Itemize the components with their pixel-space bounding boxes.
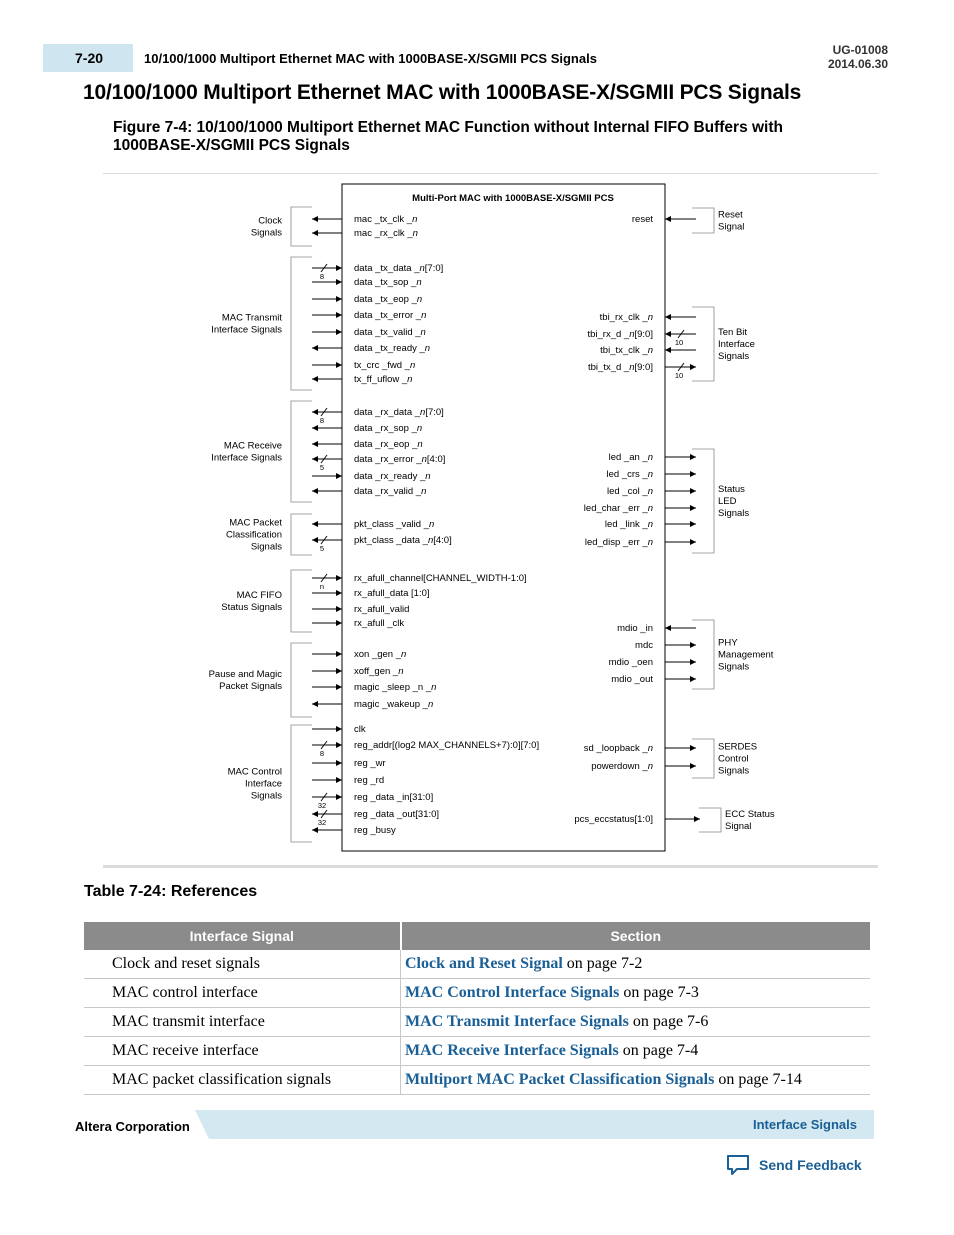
signal-label: data _rx_error _n[4:0] — [354, 454, 446, 465]
group-label-mac-transmit: MAC Transmit — [221, 312, 282, 324]
signal-arrow-head — [336, 606, 342, 612]
signal-arrow-head — [312, 425, 318, 431]
section-cell — [401, 1037, 871, 1066]
group-label-ecc-status: Signal — [725, 821, 752, 832]
bracket-reset — [692, 208, 714, 233]
group-label-serdes-control: Control — [718, 753, 749, 765]
group-label-reset: Reset — [718, 209, 743, 221]
signal-label: data _tx_eop _n — [354, 294, 423, 305]
signal-arrow-head — [336, 684, 342, 690]
group-label-ecc-status: ECC Status — [725, 809, 775, 820]
bracket-clock — [291, 207, 312, 246]
signal-label: tbi_tx_d _n[9:0] — [588, 362, 653, 373]
signal-label: reg _rd — [354, 775, 385, 786]
signal-label: led _col _n — [607, 486, 653, 497]
bus-width: 8 — [319, 416, 325, 425]
signal-label: data _rx_eop _n — [354, 439, 423, 450]
group-label-mac-control: MAC Control — [227, 766, 282, 778]
signal-arrow-head — [312, 409, 318, 415]
signal-arrow-head — [336, 794, 342, 800]
signal-label: mac _tx_clk _n — [354, 214, 418, 225]
signal-label: mdio _out — [611, 674, 653, 685]
signal-arrow-head — [336, 362, 342, 368]
group-label-status-led: Signals — [718, 508, 750, 519]
signal-label: data _tx_ready _n — [354, 343, 431, 354]
signal-label: tbi_tx_clk _n — [600, 345, 653, 356]
group-label-status-led: LED — [718, 496, 737, 507]
signal-arrow-head — [690, 659, 696, 665]
page-number: 7-20 — [75, 50, 104, 66]
figure-caption: Figure 7-4: 10/100/1000 Multiport Ethernet MAC Function without Internal FIFO Buffers with 1000BASE-X/SGMII PCS Signals — [113, 119, 783, 154]
section-cell — [401, 1008, 871, 1037]
section-link[interactable]: MAC Control Interface Signals — [405, 984, 620, 1001]
group-label-phy-management: Signals — [718, 661, 750, 673]
signal-arrow-head — [690, 454, 696, 460]
section-link[interactable]: MAC Receive Interface Signals — [405, 1042, 619, 1059]
running-title: 10/100/1000 Multiport Ethernet MAC with 1000BASE-X/SGMII PCS Signals — [144, 51, 597, 66]
bus-width: 5 — [319, 544, 325, 553]
signal-arrow-head — [336, 329, 342, 335]
group-label-clock: Signals — [250, 227, 282, 239]
signal-arrow-head — [690, 745, 696, 751]
signal-label: mac _rx_clk _n — [354, 228, 418, 239]
signal-arrow-head — [336, 742, 342, 748]
table-row — [84, 1066, 870, 1095]
bus-width: 32 — [317, 818, 327, 827]
group-label-ten-bit: Interface — [718, 339, 755, 350]
doc-date: 2014.06.30 — [827, 57, 888, 71]
signal-arrow-head — [336, 760, 342, 766]
signal-label: led _link _n — [604, 519, 653, 530]
signal-label: data _tx_valid _n — [354, 327, 426, 338]
signal-label: pcs_eccstatus[1:0] — [574, 814, 653, 825]
signal-arrow-head — [336, 668, 342, 674]
bracket-mac-transmit — [291, 257, 312, 390]
table-row — [84, 1008, 870, 1037]
signal-arrow-head — [336, 279, 342, 285]
signal-label: led_char _err _n — [583, 503, 653, 514]
signal-label: data _tx_error _n — [354, 310, 427, 321]
page-reference: on page 7-14 — [714, 1071, 802, 1088]
signal-label: mdc — [635, 640, 653, 651]
section-link[interactable]: MAC Transmit Interface Signals — [405, 1013, 629, 1030]
signal-label: data _rx_valid _n — [354, 486, 427, 497]
bracket-ecc-status — [699, 808, 721, 832]
send-feedback-button[interactable] — [726, 1153, 862, 1177]
signal-label: rx_afull _clk — [354, 618, 405, 629]
bracket-mac-control — [291, 725, 312, 842]
signal-arrow-head — [336, 312, 342, 318]
signal-arrow-head — [690, 505, 696, 511]
signal-label: sd _loopback _n — [583, 743, 653, 754]
signal-label: data _rx_sop _n — [354, 423, 423, 434]
signal-label: data _tx_sop _n — [354, 277, 422, 288]
signal-label: led _crs _n — [606, 469, 653, 480]
signal-arrow-head — [690, 364, 696, 370]
footer-section[interactable]: Interface Signals — [752, 1117, 857, 1132]
signal-arrow-head — [665, 625, 671, 631]
signal-arrow-head — [336, 620, 342, 626]
signal-arrow-head — [312, 827, 318, 833]
page-reference: on page 7-2 — [562, 955, 643, 972]
signal-arrow-head — [312, 441, 318, 447]
signal-arrow-head — [336, 265, 342, 271]
group-label-mac-packet: Classification — [226, 529, 282, 541]
signal-label: reg _busy — [354, 825, 396, 836]
group-label-clock: Clock — [258, 215, 282, 227]
group-label-mac-packet: Signals — [250, 541, 282, 553]
signal-arrow-head — [336, 651, 342, 657]
bracket-ten-bit — [692, 307, 714, 381]
signal-arrow-head — [690, 539, 696, 545]
signal-label: rx_afull_valid — [354, 604, 410, 615]
signal-label: reset — [631, 214, 653, 225]
page-reference: on page 7-6 — [628, 1013, 709, 1030]
signal-label: tx_ff_uflow _n — [354, 374, 413, 385]
signal-label: pkt_class _data _n[4:0] — [354, 535, 452, 546]
group-label-pause-magic: Packet Signals — [219, 681, 282, 692]
bus-width: n — [319, 582, 325, 591]
signal-arrow-head — [312, 216, 318, 222]
bracket-mac-fifo — [291, 570, 312, 632]
group-label-reset: Signal — [718, 221, 745, 233]
group-label-serdes-control: SERDES — [718, 741, 758, 753]
interface-signal-cell: MAC control interface — [84, 979, 401, 1008]
speech-bubble-icon — [726, 1154, 750, 1176]
signal-label: xon _gen _n — [354, 649, 407, 660]
bus-width: 10 — [674, 371, 684, 380]
group-label-ten-bit: Ten Bit — [718, 327, 748, 338]
group-label-phy-management: PHY — [718, 637, 738, 649]
bus-width: 8 — [319, 272, 325, 281]
references-table — [84, 922, 870, 1095]
page-reference: on page 7-4 — [618, 1042, 699, 1059]
signal-arrow-head — [312, 521, 318, 527]
signal-arrow-head — [690, 471, 696, 477]
signal-label: reg _wr — [354, 758, 386, 769]
signal-label: pkt_class _valid _n — [354, 519, 435, 530]
table-row — [84, 979, 870, 1008]
column-header-section: Section — [401, 922, 871, 950]
signal-arrow-head — [312, 701, 318, 707]
bracket-mac-packet — [291, 514, 312, 555]
table-row — [84, 1037, 870, 1066]
signal-arrow-head — [690, 488, 696, 494]
group-label-mac-control: Interface — [245, 778, 282, 790]
signal-arrow-head — [312, 376, 318, 382]
signal-arrow-head — [312, 230, 318, 236]
section-link[interactable]: Clock and Reset Signal — [405, 955, 563, 972]
bus-width: 8 — [319, 749, 325, 758]
signal-arrow-head — [312, 345, 318, 351]
group-label-mac-control: Signals — [250, 790, 282, 802]
signal-arrow-head — [665, 314, 671, 320]
signal-label: tx_crc _fwd _n — [354, 360, 416, 371]
signal-label: mdio _in — [617, 623, 653, 634]
signal-label: reg _data _in[31:0] — [354, 792, 434, 803]
signal-label: rx_afull_data [1:0] — [354, 588, 430, 599]
interface-signal-cell: MAC packet classification signals — [84, 1066, 401, 1095]
page-reference: on page 7-3 — [619, 984, 699, 1001]
table-row — [84, 950, 870, 979]
signal-arrow-head — [336, 575, 342, 581]
interface-signal-cell: MAC receive interface — [84, 1037, 401, 1066]
signal-label: tbi_rx_d _n[9:0] — [587, 329, 653, 340]
bus-width: 10 — [674, 338, 684, 347]
signal-label: led_disp _err _n — [584, 537, 653, 548]
footer-company: Altera Corporation — [75, 1119, 190, 1134]
signal-label: magic _sleep _n _n — [354, 682, 437, 693]
group-label-mac-fifo: Status Signals — [221, 602, 282, 613]
group-label-mac-packet: MAC Packet — [229, 517, 282, 529]
signal-arrow-head — [690, 521, 696, 527]
section-cell — [401, 950, 871, 979]
group-label-pause-magic: Pause and Magic — [208, 669, 282, 680]
signal-label: data _rx_ready _n — [354, 471, 431, 482]
column-header-interface-signal: Interface Signal — [84, 922, 401, 950]
bus-width: 5 — [319, 463, 325, 472]
group-label-status-led: Status — [718, 484, 745, 495]
signal-arrow-head — [690, 642, 696, 648]
group-label-mac-fifo: MAC FIFO — [236, 590, 282, 601]
signal-arrow-head — [665, 216, 671, 222]
signal-label: xoff_gen _n — [354, 666, 404, 677]
signal-label: reg _data _out[31:0] — [354, 809, 440, 820]
group-label-ten-bit: Signals — [718, 351, 750, 362]
signal-label: data _tx_data _n[7:0] — [354, 263, 444, 274]
doc-id: UG-01008 — [832, 43, 888, 57]
signal-label: tbi_rx_clk _n — [599, 312, 653, 323]
signal-label: reg_addr[(log2 MAX_CHANNELS+7):0][7:0] — [354, 740, 540, 751]
group-label-mac-receive: MAC Receive — [223, 440, 282, 452]
bracket-pause-magic — [291, 643, 312, 717]
section-link[interactable]: Multiport MAC Packet Classification Signals — [405, 1071, 715, 1088]
signal-label: rx_afull_channel[CHANNEL_WIDTH-1:0] — [354, 573, 527, 584]
signal-label: data _rx_data _n[7:0] — [354, 407, 444, 418]
signal-label: led _an _n — [608, 452, 653, 463]
signal-arrow-head — [336, 473, 342, 479]
interface-signal-cell: MAC transmit interface — [84, 1008, 401, 1037]
table-caption: Table 7-24: References — [84, 883, 258, 900]
signal-arrow-head — [312, 488, 318, 494]
bracket-status-led — [692, 449, 714, 553]
bus-width: 32 — [317, 801, 327, 810]
divider — [103, 865, 878, 868]
signal-arrow-head — [312, 456, 318, 462]
send-feedback-label: Send Feedback — [759, 1157, 862, 1173]
signal-arrow-head — [336, 777, 342, 783]
bracket-mac-receive — [291, 401, 312, 502]
signal-label: powerdown _n — [591, 761, 653, 772]
section-cell — [401, 979, 871, 1008]
section-cell — [401, 1066, 871, 1095]
block-title: Multi-Port MAC with 1000BASE-X/SGMII PCS — [412, 193, 614, 204]
signal-label: mdio _oen — [608, 657, 653, 668]
signal-arrow-head — [336, 296, 342, 302]
group-label-serdes-control: Signals — [718, 765, 750, 777]
signal-arrow-head — [690, 763, 696, 769]
signal-arrow-head — [665, 331, 671, 337]
interface-signal-cell: Clock and reset signals — [84, 950, 401, 979]
signal-arrow-head — [336, 590, 342, 596]
table-header-row — [84, 922, 870, 950]
bracket-serdes-control — [692, 739, 714, 778]
signal-label: clk — [354, 724, 366, 735]
signal-arrow-head — [336, 726, 342, 732]
group-label-mac-transmit: Interface Signals — [211, 324, 282, 336]
section-title: 10/100/1000 Multiport Ethernet MAC with 1000BASE-X/SGMII PCS Signals — [83, 81, 802, 104]
group-label-phy-management: Management — [718, 649, 774, 661]
signal-arrow-head — [312, 811, 318, 817]
signal-arrow-head — [690, 676, 696, 682]
signal-arrow-head — [312, 537, 318, 543]
signal-arrow-head — [694, 816, 700, 822]
signal-label: magic _wakeup _n — [354, 699, 434, 710]
group-label-mac-receive: Interface Signals — [211, 452, 282, 464]
signal-arrow-head — [665, 347, 671, 353]
